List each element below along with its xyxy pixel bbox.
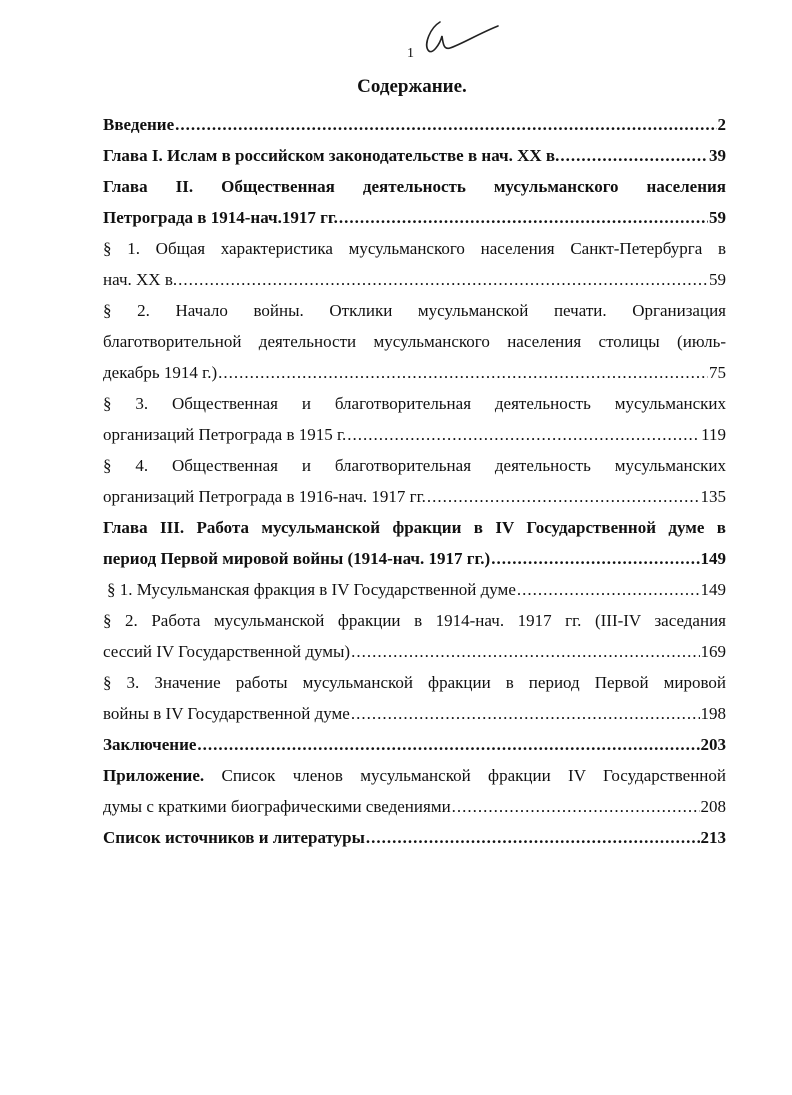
- toc-entry-ch3-s2-line-1: § 2. Работа мусульманской фракции в 1914-нач. 1917 гг. (III-IV заседания: [103, 611, 726, 630]
- toc-entry-ch2-s4-line-2: [103, 481, 726, 512]
- toc-entry-ch3-s3-line-1: § 3. Значение работы мусульманской фракции в период Первой мировой: [103, 673, 726, 692]
- toc-page-number: 203: [700, 735, 726, 754]
- leader-dots: [197, 729, 699, 760]
- page-number: 1: [407, 46, 414, 61]
- toc-appendix-bold-label: Приложение.: [103, 766, 205, 785]
- toc-entry-appendix-line-1: [103, 760, 726, 791]
- toc-label: войны в IV Государственной думе: [103, 704, 350, 723]
- toc-entry-ch3-s2-line-2: [103, 636, 726, 667]
- toc-label: нач. XX в.: [103, 270, 178, 289]
- toc-label: сессий IV Государственной думы): [103, 642, 351, 661]
- toc-page-number: 39: [709, 146, 726, 165]
- toc-label: период Первой мировой войны (1914-нач. 1917 гг.): [103, 549, 491, 568]
- leader-dots: [175, 109, 716, 140]
- leader-dots: [491, 543, 699, 574]
- toc-label: Глава I. Ислам в российском законодательстве в нач. XX в.: [103, 146, 560, 165]
- toc-entry-chapter-1: [103, 140, 726, 171]
- leader-dots: [427, 481, 700, 512]
- toc-entry-ch3-s3-line-2: [103, 698, 726, 729]
- toc-label: § 1. Мусульманская фракция в IV Государственной думе: [107, 580, 516, 599]
- toc-entry-ch2-s1-line-2: [103, 264, 726, 295]
- toc-page-number: 149: [700, 580, 726, 599]
- toc-entry-ch2-s2-line-1: § 2. Начало войны. Отклики мусульманской печати. Организация: [103, 301, 726, 320]
- toc-page-number: 2: [717, 115, 726, 134]
- toc-entry-ch2-s3-line-1: § 3. Общественная и благотворительная деятельность мусульманских: [103, 394, 726, 413]
- page-title: Содержание.: [357, 76, 467, 97]
- toc-label: организаций Петрограда в 1916-нач. 1917 гг.: [103, 487, 426, 506]
- toc-entry-conclusion: [103, 729, 726, 760]
- toc-page-number: 213: [700, 828, 726, 847]
- leader-dots: [366, 822, 700, 853]
- toc-label: Введение: [103, 115, 175, 134]
- leader-dots: [347, 419, 700, 450]
- toc-entry-chapter-3-line-1: Глава III. Работа мусульманской фракции в IV Государственной думе в: [103, 518, 726, 537]
- toc-page-number: 198: [700, 704, 726, 723]
- toc-page-number: 208: [700, 797, 726, 816]
- toc-page-number: 119: [701, 425, 726, 444]
- toc-label: думы с краткими биографическими сведениями: [103, 797, 451, 816]
- toc-page-number: 59: [709, 270, 726, 289]
- toc-entry-ch2-s2-line-2: благотворительной деятельности мусульманского населения столицы (июль-: [103, 332, 726, 351]
- leader-dots: [351, 636, 699, 667]
- leader-dots: [218, 357, 708, 388]
- leader-dots: [339, 202, 708, 233]
- handwritten-signature: [418, 14, 508, 58]
- toc-entry-chapter-2-line-1: Глава II. Общественная деятельность мусульманского населения: [103, 177, 726, 196]
- leader-dots: [178, 264, 708, 295]
- toc-entry-appendix-line-2: [103, 791, 726, 822]
- toc-label: декабрь 1914 г.): [103, 363, 218, 382]
- toc-entry-ch3-s1: [103, 574, 726, 605]
- leader-dots: [351, 698, 700, 729]
- toc-label: Петрограда в 1914-нач.1917 гг.: [103, 208, 338, 227]
- leader-dots: [452, 791, 700, 822]
- toc-page-number: 59: [709, 208, 726, 227]
- leader-dots: [560, 140, 708, 171]
- toc-label: Список источников и литературы: [103, 828, 365, 847]
- toc-label: Заключение: [103, 735, 197, 754]
- toc-entry-ch2-s1-line-1: § 1. Общая характеристика мусульманского населения Санкт-Петербурга в: [103, 239, 726, 258]
- toc-entry-intro: [103, 109, 726, 140]
- leader-dots: [517, 574, 700, 605]
- toc-page-number: 75: [709, 363, 726, 382]
- table-of-contents: [103, 109, 726, 853]
- toc-page-number: 149: [700, 549, 726, 568]
- toc-appendix-description: Список членов мусульманской фракции IV Государственной: [221, 766, 726, 785]
- toc-entry-ch2-s4-line-1: § 4. Общественная и благотворительная деятельность мусульманских: [103, 456, 726, 475]
- toc-entry-chapter-3-line-2: [103, 543, 726, 574]
- toc-entry-sources: [103, 822, 726, 853]
- toc-entry-ch2-s3-line-2: [103, 419, 726, 450]
- toc-label: организаций Петрограда в 1915 г.: [103, 425, 347, 444]
- toc-entry-ch2-s2-line-3: [103, 357, 726, 388]
- toc-page-number: 169: [700, 642, 726, 661]
- toc-page-number: 135: [700, 487, 726, 506]
- toc-entry-chapter-2-line-2: [103, 202, 726, 233]
